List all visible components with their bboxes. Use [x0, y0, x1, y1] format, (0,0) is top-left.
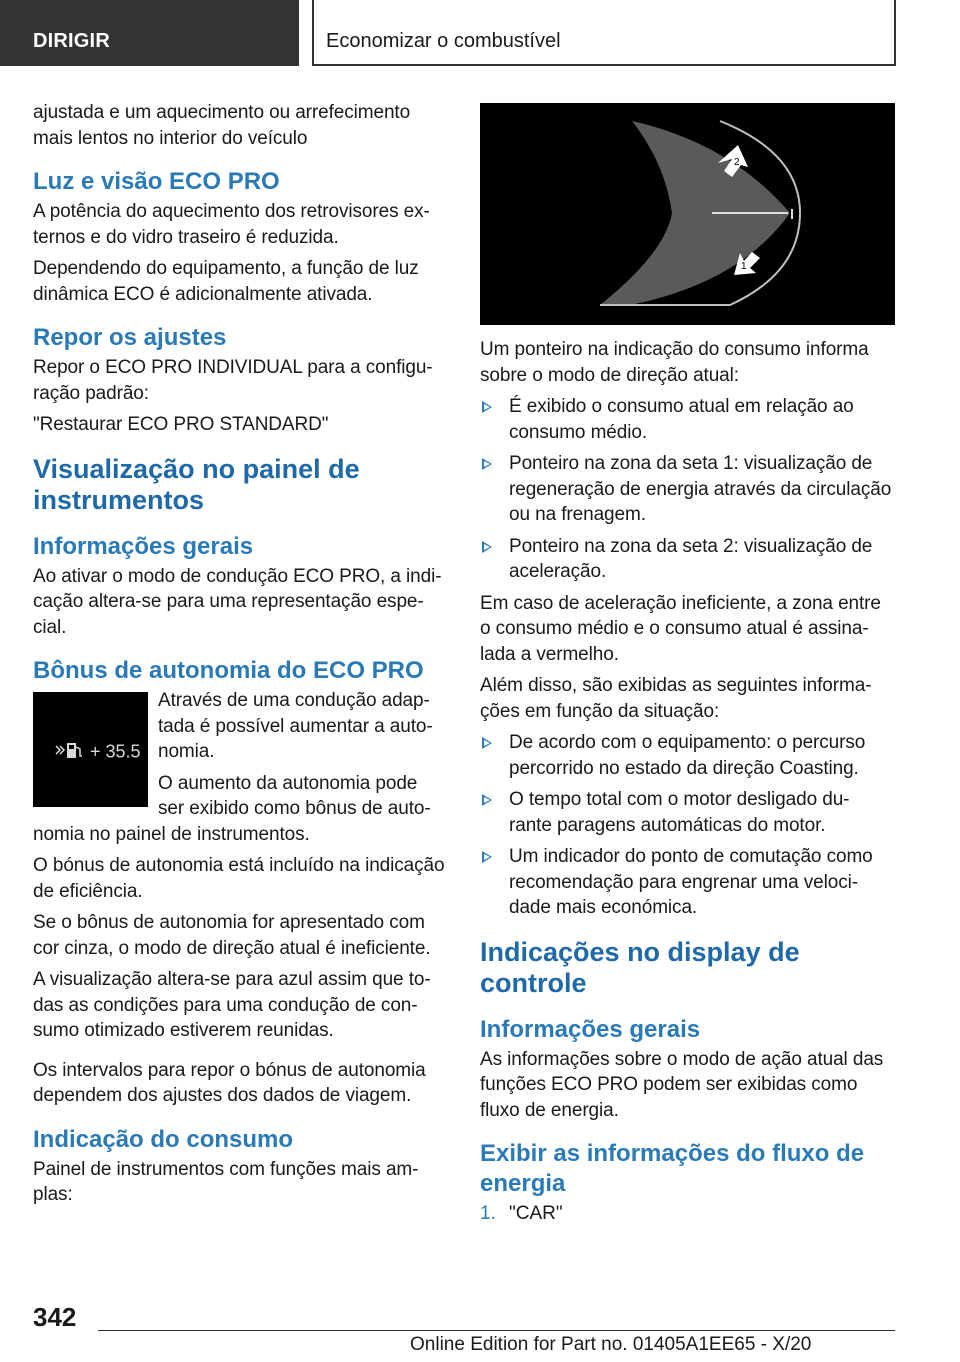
paragraph: "Restaurar ECO PRO STANDARD": [33, 414, 329, 435]
svg-text:1: 1: [741, 261, 747, 272]
fuel-pump-icon: [55, 740, 85, 765]
paragraph: As informações sobre o modo de ação atual das funções ECO PRO podem ser exibidas como fluxo de energia.: [480, 1048, 884, 1121]
heading-repor: Repor os ajustes: [33, 324, 227, 351]
paragraph: Ao ativar o modo de condução ECO PRO, a indi- cação altera-se para uma representação espe- cial.: [33, 565, 442, 638]
heading-exibir-fluxo: Exibir as informações do fluxo de energia: [480, 1140, 865, 1197]
paragraph: Se o bônus de autonomia for apresentado com cor cinza, o modo de direção atual é ineficiente.: [33, 912, 431, 959]
range-bonus-readout: [55, 740, 141, 765]
bullet-triangle-icon: [482, 794, 492, 806]
page-footer: [0, 1300, 960, 1362]
paragraph: Dependendo do equipamento, a função de luz dinâmica ECO é adicionalmente ativada.: [33, 258, 419, 305]
range-bonus-image: [33, 692, 148, 807]
paragraph: Os intervalos para repor o bónus de autonomia dependem dos ajustes dos dados de viagem.: [33, 1059, 426, 1106]
bonus-block: [33, 688, 447, 853]
paragraph: Painel de instrumentos com funções mais am- plas:: [33, 1158, 419, 1205]
heading-informacoes-gerais: Informações gerais: [33, 532, 254, 560]
paragraph: O bónus de autonomia está incluído na indicação de eficiência.: [33, 855, 445, 902]
page-number: 342: [33, 1302, 77, 1332]
list-item: O tempo total com o motor desligado du- rante paragens automáticas do motor.: [480, 787, 895, 838]
heading-indicacoes-display: Indicações no display de controle: [480, 936, 800, 998]
paragraph: Repor o ECO PRO INDIVIDUAL para a configu- ração padrão:: [33, 357, 433, 404]
bullet-triangle-icon: [482, 737, 492, 749]
bullet-list: [480, 730, 895, 921]
chapter-title: Economizar o combustível: [326, 30, 561, 52]
list-item: É exibido o consumo atual em relação ao consumo médio.: [480, 394, 895, 445]
heading-visualizacao: Visualização no painel de instrumentos: [33, 453, 360, 515]
paragraph: O aumento da autonomia pode ser exibido como bônus de auto- nomia no painel de instrumentos.: [33, 772, 431, 845]
paragraph: Um ponteiro na indicação do consumo informa sobre o modo de direção atual:: [480, 339, 869, 386]
svg-text:2: 2: [734, 157, 740, 168]
consumption-gauge-image: [480, 103, 895, 325]
range-bonus-value: + 35.5: [90, 741, 141, 762]
list-item: Ponteiro na zona da seta 1: visualização de regeneração de energia através da circulação ou na frenagem.: [480, 451, 895, 528]
bullet-triangle-icon: [482, 458, 492, 470]
paragraph: A potência do aquecimento dos retrovisores ex- ternos e do vidro traseiro é reduzida.: [33, 201, 430, 248]
heading-informacoes-gerais-2: Informações gerais: [480, 1015, 701, 1043]
chapter-title-box: [312, 0, 896, 66]
bullet-list: [480, 394, 895, 585]
paragraph: Através de uma condução adap- tada é possível aumentar a auto- nomia.: [158, 690, 433, 762]
heading-luz-visao: Luz e visão ECO PRO: [33, 168, 280, 195]
page-header: [0, 0, 960, 66]
bullet-triangle-icon: [482, 851, 492, 863]
paragraph: A visualização altera-se para azul assim que to- das as condições para uma condução de con- sumo otimizado estiverem reunidas.: [33, 969, 431, 1041]
bullet-triangle-icon: [482, 401, 492, 413]
heading-bonus-autonomia: Bônus de autonomia do ECO PRO: [33, 657, 424, 684]
paragraph: Em caso de aceleração ineficiente, a zona entre o consumo médio e o consumo atual é assina- lada a vermelho.: [480, 592, 881, 665]
left-column: [33, 100, 447, 1214]
paragraph: ajustada e um aquecimento ou arrefecimento mais lentos no interior do veículo: [33, 102, 411, 149]
right-column: [480, 103, 895, 1227]
paragraph: Além disso, são exibidas as seguintes informa- ções em função da situação:: [480, 675, 872, 722]
section-label: DIRIGIR: [0, 0, 299, 66]
bullet-triangle-icon: [482, 541, 492, 553]
step-item: 1. "CAR": [480, 1203, 563, 1224]
step-list: [480, 1201, 895, 1227]
list-item: De acordo com o equipamento: o percurso percorrido no estado da direção Coasting.: [480, 730, 895, 781]
edition-text: Online Edition for Part no. 01405A1EE65 - X/20: [410, 1334, 812, 1355]
list-item: Ponteiro na zona da seta 2: visualização de aceleração.: [480, 534, 895, 585]
heading-indicacao-consumo: Indicação do consumo: [33, 1125, 294, 1153]
list-item: Um indicador do ponto de comutação como recomendação para engrenar uma veloci- dade mais económica.: [480, 844, 895, 921]
footer-divider: [98, 1330, 895, 1331]
